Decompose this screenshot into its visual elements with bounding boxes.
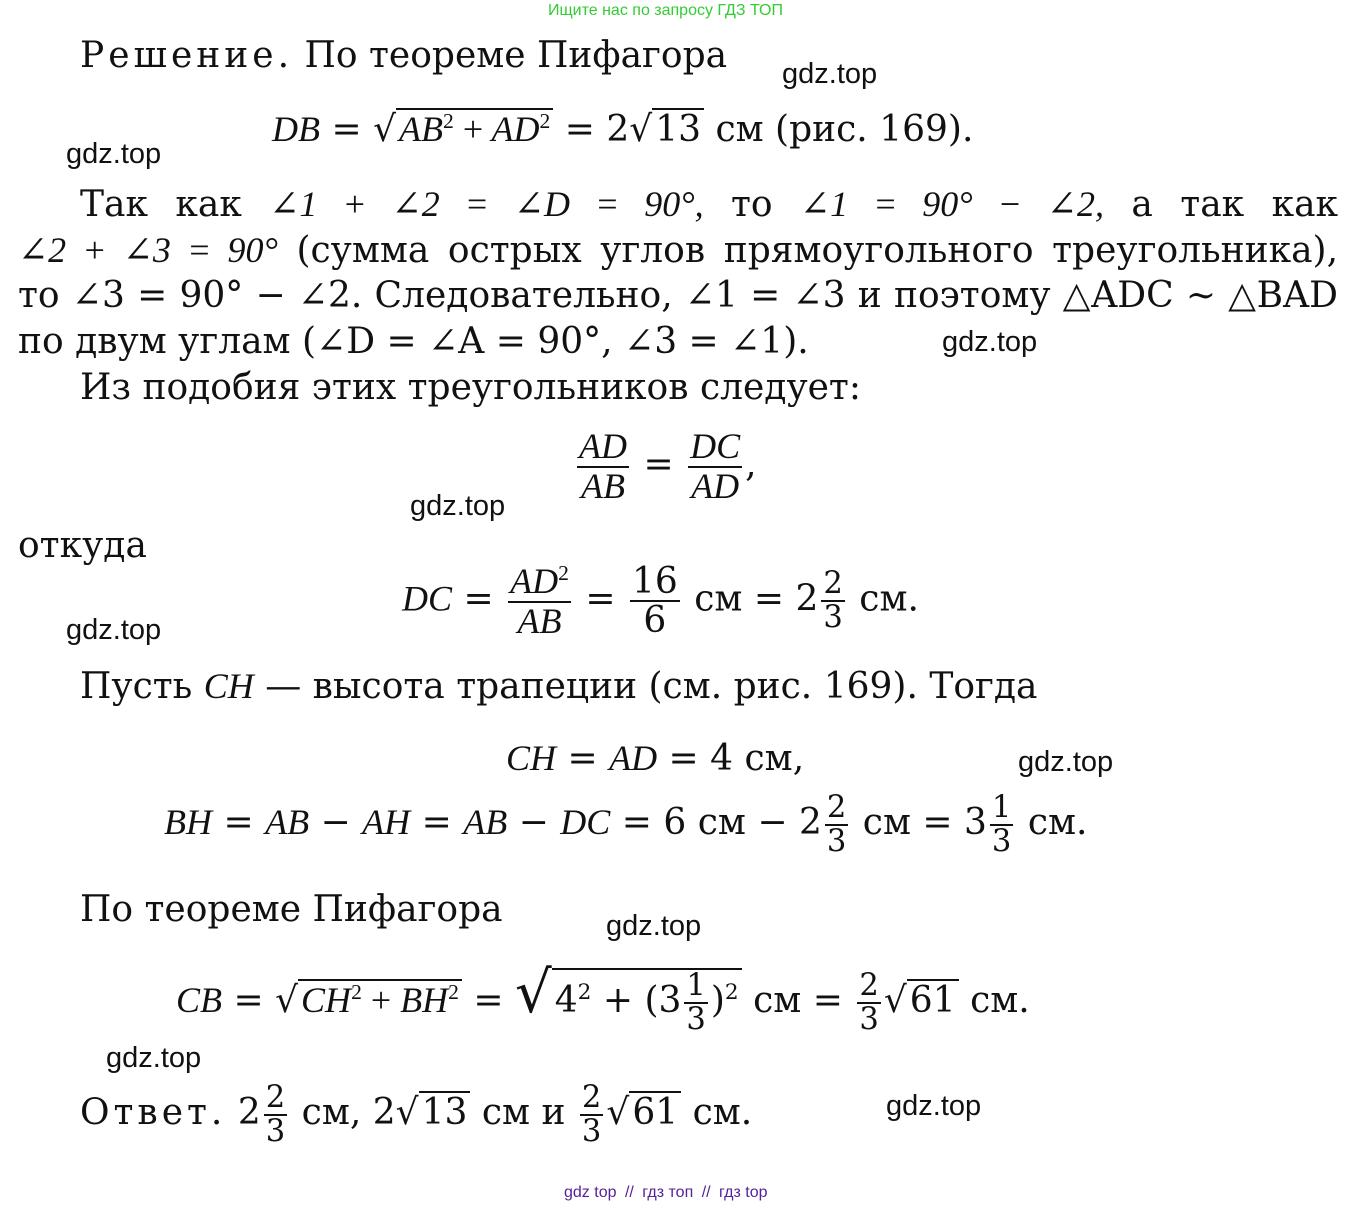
equation-bh: BH = AB − AH = AB − DC = 6 см − 2 $\frac{2}{3}$ см = 3 $\frac{1}{3}$ см. — [164, 790, 1088, 860]
solution-intro: По теореме Пифагора — [304, 35, 728, 76]
para5: По теореме Пифагора — [80, 889, 503, 930]
answer-label: Ответ. — [80, 1092, 227, 1134]
para2-line3: то ∠3 = 90° − ∠2. Следовательно, ∠1 = ∠3 и поэтому △ADC ∼ △BAD — [18, 275, 1338, 316]
watermark: gdz.top — [66, 614, 162, 646]
footer-separator: // — [624, 1184, 634, 1201]
equation-cb: CB = $√CH^2 + BH^2 = √4^2 + (3$ $\frac{1}{3}$ )$^2$ см = $\frac{2}{3}$ √61 см. — [176, 959, 1030, 1038]
watermark: gdz.top — [410, 490, 506, 522]
solution-intro-line — [80, 36, 727, 76]
footer-link-gdz-top-ru[interactable]: гдз топ — [642, 1184, 694, 1201]
watermark: gdz.top — [606, 910, 702, 942]
para2-line1: Так как ∠1 + ∠2 = ∠D = 90°, то ∠1 = 90° − ∠2, а так как — [80, 184, 1339, 225]
footer-links — [564, 1184, 768, 1202]
para2-line4: по двум углам (∠D = ∠A = 90°, ∠3 = ∠1). — [18, 321, 809, 362]
equation-ratio: $\frac{AD}{AB}$ = $\frac{DC}{AD}$ , — [579, 426, 757, 506]
answer-line: Ответ. 2 $\frac{2}{3}$ см, 2√13 см и $\frac{2}{3}$ √61 см. — [80, 1080, 753, 1150]
para3: Из подобия этих треугольников следует: — [80, 367, 861, 408]
watermark: gdz.top — [886, 1090, 982, 1122]
watermark: gdz.top — [66, 138, 162, 170]
footer-link-gdz-top-mixed[interactable]: гдз top — [719, 1184, 768, 1201]
equation-ch: CH = AD = 4 см, — [506, 738, 805, 779]
watermark: gdz.top — [782, 58, 878, 90]
header-search-link[interactable]: Ищите нас по запросу ГДЗ ТОП — [548, 2, 783, 19]
footer-link-gdz-top[interactable]: gdz top — [564, 1184, 617, 1201]
watermark: gdz.top — [106, 1042, 202, 1074]
footer-separator: // — [701, 1184, 711, 1201]
watermark: gdz.top — [942, 326, 1038, 358]
para2-line2: ∠2 + ∠3 = 90° (сумма острых углов прямоугольного треугольника), — [18, 230, 1339, 271]
solution-heading: Решение. — [80, 35, 294, 76]
para4: Пусть CH — высота трапеции (см. рис. 169). Тогда — [80, 666, 1038, 707]
watermark: gdz.top — [1018, 746, 1114, 778]
equation-db: DB = $√AB^2 + AD^2 = 2√13$ см (рис. 169). — [272, 109, 974, 150]
eq1-tail: см (рис. 169). — [715, 109, 974, 150]
otkuda-label: откуда — [18, 525, 147, 566]
equation-dc: DC = $\frac{AD^2}{AB}$ = $\frac{16}{6}$ см = 2 $\frac{2}{3}$ см. — [402, 560, 919, 642]
